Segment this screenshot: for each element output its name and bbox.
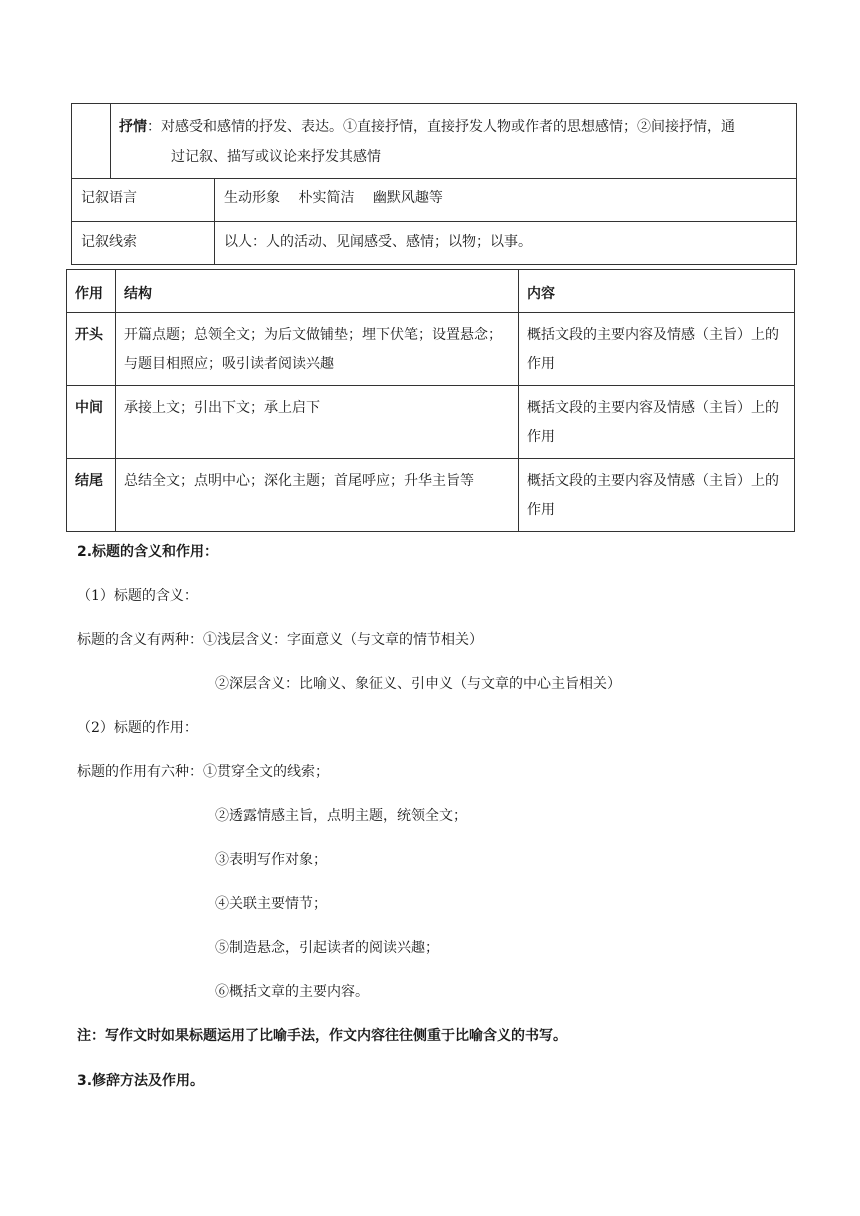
row-structure: 承接上文；引出下文；承上启下 bbox=[124, 400, 320, 416]
row-role: 结尾 bbox=[75, 473, 103, 489]
function-item: ⑥概括文章的主要内容。 bbox=[215, 984, 369, 1000]
function-item: ②透露情感主旨，点明主题，统领全文； bbox=[215, 808, 467, 824]
row-label: 记叙语言 bbox=[81, 190, 137, 206]
table-row bbox=[72, 178, 796, 222]
subheading-meaning: （1）标题的含义： bbox=[77, 588, 198, 604]
row-value: 生动形象 朴实简洁 幽默风趣等 bbox=[224, 190, 443, 206]
section-heading-rhetoric: 3.修辞方法及作用。 bbox=[77, 1073, 205, 1089]
section-heading-title: 2.标题的含义和作用： bbox=[77, 544, 219, 560]
lyric-text-line2: 过记叙、描写或议论来抒发其感情 bbox=[171, 149, 381, 165]
meaning-intro: 标题的含义有两种：①浅层含义：字面意义（与文章的情节相关） bbox=[77, 632, 483, 648]
header-content: 内容 bbox=[527, 286, 555, 302]
header-role: 作用 bbox=[75, 286, 103, 302]
row-role: 中间 bbox=[75, 400, 103, 416]
row-label: 记叙线索 bbox=[81, 234, 137, 250]
table-row bbox=[67, 459, 794, 531]
lyric-label: 抒情 bbox=[119, 119, 147, 135]
row-value: 以人：人的活动、见闻感受、感情；以物；以事。 bbox=[224, 234, 532, 250]
row-structure: 开篇点题；总领全文；为后文做铺垫；埋下伏笔；设置悬念；与题目相照应；吸引读者阅读兴趣 bbox=[124, 327, 502, 372]
paragraph-role-table bbox=[66, 269, 795, 532]
table-row bbox=[67, 313, 794, 386]
header-structure: 结构 bbox=[124, 286, 152, 302]
function-item: ④关联主要情节； bbox=[215, 896, 327, 912]
function-item: ③表明写作对象； bbox=[215, 852, 327, 868]
meaning-deep: ②深层含义：比喻义、象征义、引申义（与文章的中心主旨相关） bbox=[215, 676, 621, 692]
row-content: 概括文段的主要内容及情感（主旨）上的作用 bbox=[527, 473, 779, 518]
lyric-row bbox=[72, 104, 796, 179]
function-item: ⑤制造悬念，引起读者的阅读兴趣； bbox=[215, 940, 439, 956]
table-row bbox=[67, 386, 794, 459]
narration-table bbox=[71, 103, 797, 265]
row-content: 概括文段的主要内容及情感（主旨）上的作用 bbox=[527, 400, 779, 445]
note-text: 注：写作文时如果标题运用了比喻手法，作文内容往往侧重于比喻含义的书写。 bbox=[77, 1028, 567, 1044]
row-content: 概括文段的主要内容及情感（主旨）上的作用 bbox=[527, 327, 779, 372]
table-row bbox=[72, 222, 796, 264]
function-intro: 标题的作用有六种：①贯穿全文的线索； bbox=[77, 764, 329, 780]
subheading-function: （2）标题的作用： bbox=[77, 720, 198, 736]
lyric-cell bbox=[119, 112, 797, 172]
table-header-row bbox=[67, 270, 794, 313]
row-structure: 总结全文；点明中心；深化主题；首尾呼应；升华主旨等 bbox=[124, 473, 474, 489]
lyric-text-line1: ：对感受和感情的抒发、表达。①直接抒情，直接抒发人物或作者的思想感情；②间接抒情，通 bbox=[147, 119, 735, 135]
row-role: 开头 bbox=[75, 327, 103, 343]
lyric-row-blank-cell bbox=[72, 104, 111, 178]
